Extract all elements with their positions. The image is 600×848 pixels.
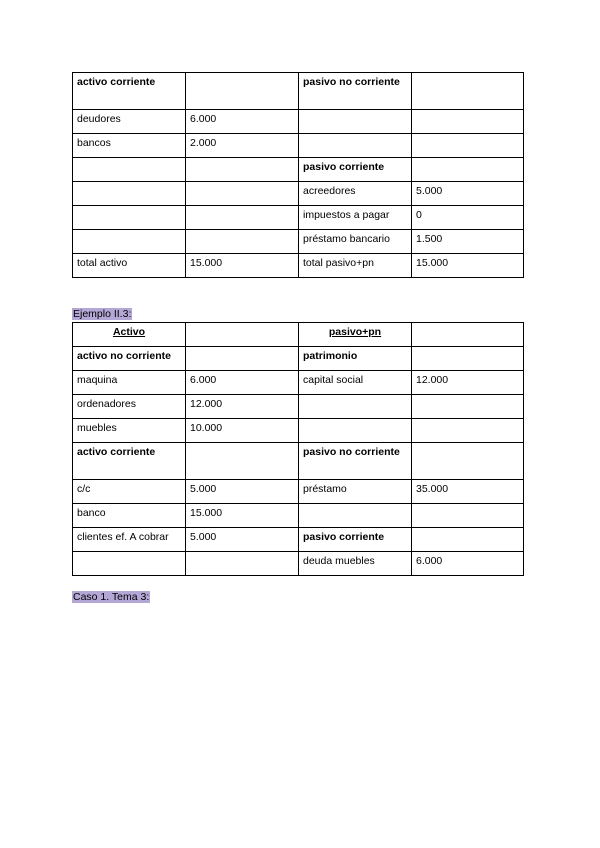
- table-cell: pasivo no corriente: [299, 443, 412, 480]
- table-header-cell: pasivo+pn: [299, 323, 412, 347]
- table-cell: [186, 552, 299, 576]
- table-row: [73, 552, 524, 576]
- table-cell: 5.000: [186, 528, 299, 552]
- table-row: [73, 254, 524, 278]
- table-cell: pasivo corriente: [299, 158, 412, 182]
- table-row: [73, 419, 524, 443]
- table-cell: patrimonio: [299, 347, 412, 371]
- section-label-ejemplo: Ejemplo II.3:: [73, 308, 132, 320]
- table-cell: [412, 419, 524, 443]
- table-row: [73, 528, 524, 552]
- table-cell: [412, 504, 524, 528]
- table-cell: [186, 206, 299, 230]
- table-header-cell: Activo: [73, 323, 186, 347]
- table-cell: [412, 158, 524, 182]
- table-cell: activo corriente: [73, 73, 186, 110]
- section-label-caso: Caso 1. Tema 3:: [73, 591, 150, 603]
- table-cell: [299, 504, 412, 528]
- table-cell: 35.000: [412, 480, 524, 504]
- table-cell: [186, 323, 299, 347]
- table-cell: ordenadores: [73, 395, 186, 419]
- table-row: [73, 323, 524, 347]
- table-cell: [73, 158, 186, 182]
- table-cell: capital social: [299, 371, 412, 395]
- table-cell: [412, 110, 524, 134]
- table-cell: [186, 158, 299, 182]
- table-row: [73, 371, 524, 395]
- table-cell: c/c: [73, 480, 186, 504]
- table-cell: banco: [73, 504, 186, 528]
- table-cell: pasivo no corriente: [299, 73, 412, 110]
- table-cell: 2.000: [186, 134, 299, 158]
- table-cell: 6.000: [186, 371, 299, 395]
- table-cell: 15.000: [412, 254, 524, 278]
- table-cell: [412, 528, 524, 552]
- table-cell: [299, 419, 412, 443]
- table-cell: deuda muebles: [299, 552, 412, 576]
- table-cell: [186, 443, 299, 480]
- table-cell: 6.000: [412, 552, 524, 576]
- table-cell: [73, 552, 186, 576]
- table-cell: deudores: [73, 110, 186, 134]
- table-cell: 0: [412, 206, 524, 230]
- table-cell: [186, 182, 299, 206]
- table-cell: [412, 443, 524, 480]
- table-cell: [186, 73, 299, 110]
- table-cell: [412, 134, 524, 158]
- table-cell: [73, 230, 186, 254]
- table-cell: [73, 182, 186, 206]
- table-cell: 10.000: [186, 419, 299, 443]
- table-cell: bancos: [73, 134, 186, 158]
- table-cell: [299, 395, 412, 419]
- table-row: [73, 480, 524, 504]
- table-cell: [299, 110, 412, 134]
- table-row: [73, 395, 524, 419]
- table-row: [73, 347, 524, 371]
- table-row: [73, 110, 524, 134]
- table-cell: préstamo bancario: [299, 230, 412, 254]
- table-row: [73, 134, 524, 158]
- table-cell: maquina: [73, 371, 186, 395]
- table-cell: [186, 230, 299, 254]
- table-cell: total activo: [73, 254, 186, 278]
- table-cell: [412, 73, 524, 110]
- table-cell: préstamo: [299, 480, 412, 504]
- table-cell: activo no corriente: [73, 347, 186, 371]
- table-cell: [186, 347, 299, 371]
- table-row: [73, 73, 524, 110]
- balance-table-2: [72, 322, 524, 576]
- table-row: [73, 230, 524, 254]
- table-row: [73, 443, 524, 480]
- table-cell: 5.000: [186, 480, 299, 504]
- table-cell: 12.000: [186, 395, 299, 419]
- table-cell: [412, 323, 524, 347]
- table-cell: activo corriente: [73, 443, 186, 480]
- table-cell: [412, 347, 524, 371]
- table-cell: [412, 395, 524, 419]
- table-cell: total pasivo+pn: [299, 254, 412, 278]
- table-row: [73, 504, 524, 528]
- table-cell: acreedores: [299, 182, 412, 206]
- table-cell: 5.000: [412, 182, 524, 206]
- balance-table-1: [72, 72, 524, 278]
- table-cell: 6.000: [186, 110, 299, 134]
- table-cell: 1.500: [412, 230, 524, 254]
- table-cell: 15.000: [186, 504, 299, 528]
- table-cell: impuestos a pagar: [299, 206, 412, 230]
- table-row: [73, 206, 524, 230]
- table-row: [73, 158, 524, 182]
- table-cell: 15.000: [186, 254, 299, 278]
- table-cell: pasivo corriente: [299, 528, 412, 552]
- table-cell: clientes ef. A cobrar: [73, 528, 186, 552]
- table-cell: [299, 134, 412, 158]
- table-cell: 12.000: [412, 371, 524, 395]
- table-cell: muebles: [73, 419, 186, 443]
- table-row: [73, 182, 524, 206]
- table-cell: [73, 206, 186, 230]
